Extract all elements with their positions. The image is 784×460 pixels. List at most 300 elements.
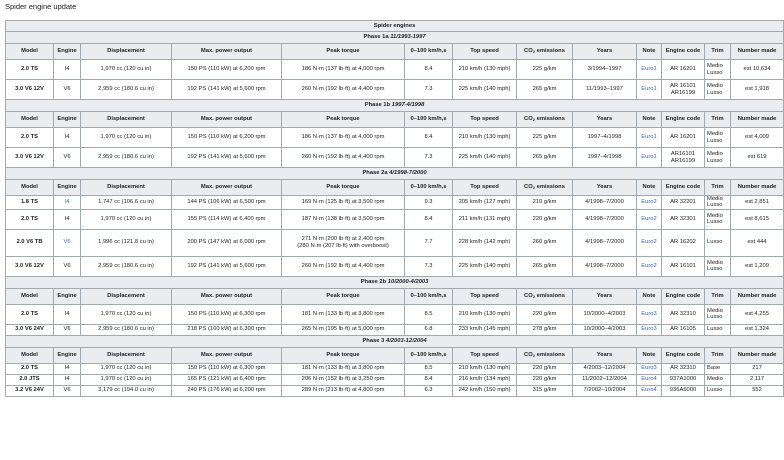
top-speed-cell: 210 km/h (130 mph) [453, 304, 517, 324]
table-row [6, 363, 784, 374]
co2-cell: 265 g/km [517, 80, 573, 100]
note-link[interactable]: Euro1 [641, 86, 657, 93]
column-header-engine: Engine [54, 180, 81, 196]
engine-code: AR 16101 [670, 262, 696, 269]
trim-cell [705, 128, 731, 148]
column-header-engine: Engine [54, 347, 81, 363]
number-made-cell: est 2,851 [731, 196, 784, 210]
column-header-accel: 0–100 km/h,s [405, 112, 453, 128]
accel-cell: 8.4 [405, 209, 453, 229]
table-row [6, 128, 784, 148]
column-header-note: Note [637, 180, 662, 196]
co2-subscript: 2 [532, 49, 535, 55]
number-made-cell: est 10,634 [731, 60, 784, 80]
column-header-years: Years [573, 112, 637, 128]
co2-cell: 210 g/km [517, 196, 573, 210]
phase-header-row [6, 276, 784, 288]
note-link[interactable]: Euro3 [641, 365, 657, 372]
model-name: 1.8 TS [20, 199, 39, 206]
note-link[interactable]: Euro1 [641, 134, 657, 141]
column-header-co2 [517, 44, 573, 60]
engine-code: AR 32310 [670, 310, 696, 317]
trim-cell [705, 196, 731, 210]
engine-code: AR 32201 [670, 199, 696, 206]
torque-line: 271 N·m (200 lb·ft) at 2,400 rpm [301, 236, 385, 243]
trim-cell [705, 363, 731, 374]
trim-level: Medio [707, 83, 723, 90]
engine-type: I4 [64, 365, 70, 372]
co2-prefix: CO [524, 48, 533, 55]
column-header-top-speed: Top speed [453, 288, 517, 304]
years-cell: 4/1998–7/2000 [573, 256, 637, 276]
number-made-cell: est 444 [731, 229, 784, 256]
co2-cell: 315 g/km [517, 385, 573, 396]
column-header-torque: Peak torque [282, 112, 405, 128]
column-header-years: Years [573, 180, 637, 196]
trim-level: Medio [707, 212, 723, 219]
phase-title [6, 335, 784, 347]
trim-level: Medio [707, 151, 723, 158]
note-link[interactable]: Euro4 [641, 376, 657, 383]
torque-cell: 181 N·m (133 lb·ft) at 3,800 rpm [282, 304, 405, 324]
phase-label: Phase 3 [362, 337, 386, 344]
co2-suffix: emissions [534, 116, 565, 123]
years-cell: 7/2002–10/2004 [573, 385, 637, 396]
column-header-note: Note [637, 44, 662, 60]
co2-cell: 220 g/km [517, 363, 573, 374]
model-cell [6, 385, 54, 396]
torque-cell: 260 N·m (192 lb·ft) at 4,400 rpm [282, 256, 405, 276]
model-name: 3.0 V6 24V [15, 326, 44, 333]
note-cell [637, 128, 662, 148]
co2-cell: 220 g/km [517, 209, 573, 229]
engine-code-cell [662, 128, 705, 148]
column-header-model: Model [6, 112, 54, 128]
note-cell [637, 229, 662, 256]
trim-level: Lusso [707, 387, 723, 394]
power-cell: 192 PS (141 kW) at 5,600 rpm [172, 80, 282, 100]
column-header-accel: 0–100 km/h,s [405, 180, 453, 196]
model-cell [6, 80, 54, 100]
model-cell [6, 304, 54, 324]
number-made-cell: est 619 [731, 148, 784, 168]
note-cell [637, 374, 662, 385]
engine-cell [54, 80, 81, 100]
engine-type: I4 [64, 66, 70, 73]
displacement-cell: 1,747 cc (106.6 cu in) [81, 196, 172, 210]
phase-title [6, 32, 784, 44]
note-link[interactable]: Euro3 [641, 310, 657, 317]
column-header-trim: Trim [705, 347, 731, 363]
engine-cell [54, 209, 81, 229]
column-header-displacement: Displacement [81, 288, 172, 304]
co2-prefix: CO [524, 351, 533, 358]
column-header-power: Max. power output [172, 288, 282, 304]
column-header-top-speed: Top speed [453, 347, 517, 363]
table-row [6, 148, 784, 168]
torque-cell: 289 N·m (213 lb·ft) at 4,800 rpm [282, 385, 405, 396]
trim-cell [705, 256, 731, 276]
trim-cell [705, 148, 731, 168]
torque-cell: 260 N·m (192 lb·ft) at 4,400 rpm [282, 80, 405, 100]
engine-code-cell [662, 256, 705, 276]
power-cell: 192 PS (141 kW) at 5,600 rpm [172, 148, 282, 168]
phase-header-row [6, 32, 784, 44]
note-cell [637, 324, 662, 335]
displacement-cell: 2,959 cc (180.6 cu in) [81, 80, 172, 100]
engine-type[interactable]: V6 [63, 239, 71, 246]
note-cell [637, 209, 662, 229]
note-cell [637, 363, 662, 374]
trim-cell [705, 209, 731, 229]
trim-level-alt: Lusso [707, 69, 723, 76]
engine-cell [54, 229, 81, 256]
column-header-model: Model [6, 347, 54, 363]
trim-level: Medio [707, 196, 723, 202]
column-header-model: Model [6, 288, 54, 304]
top-speed-cell: 233 km/h (145 mph) [453, 324, 517, 335]
column-header-power: Max. power output [172, 347, 282, 363]
column-header-co2 [517, 112, 573, 128]
co2-subscript: 2 [532, 352, 535, 358]
accel-cell: 8.4 [405, 374, 453, 385]
co2-subscript: 2 [532, 293, 535, 299]
trim-cell [705, 304, 731, 324]
note-link[interactable]: Euro1 [641, 154, 657, 161]
power-cell: 165 PS (121 kW) at 6,400 rpm [172, 374, 282, 385]
engine-code: AR 16101 [670, 83, 696, 90]
accel-cell: 8.5 [405, 363, 453, 374]
co2-subscript: 2 [532, 117, 535, 123]
note-link[interactable]: Euro2 [641, 215, 657, 222]
accel-cell: 7.3 [405, 80, 453, 100]
table-row [6, 80, 784, 100]
table-row [6, 209, 784, 229]
engine-cell [54, 385, 81, 396]
table-row [6, 385, 784, 396]
torque-cell: 186 N·m (137 lb·ft) at 4,000 rpm [282, 60, 405, 80]
trim-level: Base [707, 365, 721, 372]
displacement-cell: 1,970 cc (120 cu in) [81, 374, 172, 385]
trim-level: Medio [707, 63, 723, 70]
displacement-cell: 2,959 cc (180.6 cu in) [81, 256, 172, 276]
column-header-displacement: Displacement [81, 112, 172, 128]
phase-title [6, 276, 784, 288]
column-header-model: Model [6, 44, 54, 60]
model-name: 2.0 JTS [19, 376, 40, 383]
power-cell: 150 PS (110 kW) at 6,300 rpm [172, 363, 282, 374]
phase-label: Phase 2b [360, 278, 388, 285]
top-speed-cell: 211 km/h (131 mph) [453, 209, 517, 229]
engine-type: V6 [63, 154, 71, 161]
years-cell: 1997–4/1998 [573, 128, 637, 148]
co2-prefix: CO [524, 184, 533, 191]
accel-cell: 8.4 [405, 60, 453, 80]
number-made-cell: est 1,324 [731, 324, 784, 335]
top-speed-cell: 225 km/h (140 mph) [453, 148, 517, 168]
column-header-power: Max. power output [172, 112, 282, 128]
trim-cell [705, 229, 731, 256]
engine-type: I4 [64, 134, 70, 141]
power-cell: 150 PS (110 kW) at 6,200 rpm [172, 128, 282, 148]
column-header-torque: Peak torque [282, 288, 405, 304]
note-cell [637, 304, 662, 324]
model-cell [6, 196, 54, 210]
torque-cell: 187 N·m (138 lb·ft) at 3,500 rpm [282, 209, 405, 229]
column-header-row [6, 288, 784, 304]
engine-code: AR 32310 [670, 365, 696, 372]
accel-cell: 7.3 [405, 256, 453, 276]
column-header-row [6, 112, 784, 128]
note-cell [637, 148, 662, 168]
years-cell: 3/1994–1997 [573, 60, 637, 80]
model-cell [6, 324, 54, 335]
displacement-cell: 1,970 cc (120 cu in) [81, 209, 172, 229]
model-cell [6, 60, 54, 80]
phase-title [6, 168, 784, 180]
phase-label: Phase 1b [364, 102, 392, 109]
engine-code-cell [662, 196, 705, 210]
displacement-cell: 2,959 cc (180.6 cu in) [81, 148, 172, 168]
model-cell [6, 209, 54, 229]
model-name: 2.0 TS [20, 215, 39, 222]
trim-level-alt: Lusso [707, 266, 723, 272]
column-header-engine-code: Engine code [662, 347, 705, 363]
number-made-cell: 552 [731, 385, 784, 396]
engine-code: AR 16202 [670, 239, 696, 246]
engine-code: AR 16201 [670, 134, 696, 141]
engine-code: 937A1000 [669, 376, 697, 383]
column-header-row [6, 44, 784, 60]
number-made-cell: est 4,255 [731, 304, 784, 324]
column-header-note: Note [637, 347, 662, 363]
column-header-trim: Trim [705, 180, 731, 196]
note-link[interactable]: Euro2 [641, 262, 657, 269]
trim-cell [705, 324, 731, 335]
note-link[interactable]: Euro2 [641, 239, 657, 246]
column-header-number: Number made [731, 347, 784, 363]
years-cell: 4/1998–7/2000 [573, 196, 637, 210]
years-cell: 10/2000–4/2003 [573, 324, 637, 335]
trim-cell [705, 60, 731, 80]
note-link[interactable]: Euro4 [641, 387, 657, 394]
trim-level: Lusso [707, 239, 723, 246]
number-made-cell: 2,117 [731, 374, 784, 385]
model-cell [6, 363, 54, 374]
column-header-number: Number made [731, 44, 784, 60]
trim-level-alt: Lusso [707, 202, 723, 209]
torque-cell: 186 N·m (137 lb·ft) at 4,000 rpm [282, 128, 405, 148]
table-row [6, 374, 784, 385]
column-header-engine-code: Engine code [662, 288, 705, 304]
top-speed-cell: 225 km/h (140 mph) [453, 256, 517, 276]
co2-cell: 220 g/km [517, 374, 573, 385]
displacement-cell: 1,970 cc (120 cu in) [81, 363, 172, 374]
phase-date: 10/2000-4/2003 [387, 278, 429, 285]
top-speed-cell: 228 km/h (142 mph) [453, 229, 517, 256]
column-header-torque: Peak torque [282, 44, 405, 60]
model-name: 2.0 TS [20, 365, 39, 372]
column-header-model: Model [6, 180, 54, 196]
trim-level: Medio [707, 376, 723, 383]
table-row [6, 324, 784, 335]
model-cell [6, 374, 54, 385]
engine-code: AR 32301 [670, 215, 696, 222]
torque-cell: 169 N·m (125 lb·ft) at 3,500 rpm [282, 196, 405, 210]
displacement-cell: 1,970 cc (120 cu in) [81, 304, 172, 324]
column-header-engine: Engine [54, 44, 81, 60]
column-header-top-speed: Top speed [453, 44, 517, 60]
table-row [6, 60, 784, 80]
trim-level-alt: Lusso [707, 219, 723, 225]
accel-cell: 8.4 [405, 128, 453, 148]
table-row [6, 304, 784, 324]
engine-type: V6 [63, 262, 71, 269]
engine-code-cell [662, 324, 705, 335]
co2-suffix: emissions [534, 184, 565, 191]
trim-level: Medio [707, 259, 723, 266]
engine-cell [54, 374, 81, 385]
torque-cell: 181 N·m (133 lb·ft) at 3,800 rpm [282, 363, 405, 374]
column-header-engine: Engine [54, 112, 81, 128]
top-speed-cell: 216 km/h (134 mph) [453, 374, 517, 385]
phase-title [6, 100, 784, 112]
displacement-cell: 3,179 cc (194.0 cu in) [81, 385, 172, 396]
displacement-cell: 1,970 cc (120 cu in) [81, 128, 172, 148]
torque-overboost: (280 N·m (207 lb·ft) with overboost) [297, 242, 389, 249]
engine-code-alt: AR16199 [670, 89, 696, 96]
top-speed-cell: 242 km/h (150 mph) [453, 385, 517, 396]
accel-cell: 8.5 [405, 304, 453, 324]
phase-date: 1997-4/1998 [391, 102, 425, 109]
note-cell [637, 80, 662, 100]
phase-date: 11/1993-1997 [390, 34, 426, 41]
years-cell: 4/1998–7/2000 [573, 229, 637, 256]
spider-engines-table [5, 20, 784, 397]
torque-cell [282, 229, 405, 256]
model-name: 3.0 V6 12V [15, 154, 44, 161]
model-cell [6, 229, 54, 256]
column-header-co2 [517, 347, 573, 363]
phase-header-row [6, 168, 784, 180]
engine-cell [54, 60, 81, 80]
column-header-co2 [517, 288, 573, 304]
note-link[interactable]: Euro3 [641, 326, 657, 333]
co2-cell: 265 g/km [517, 256, 573, 276]
model-name: 2.0 TS [20, 134, 39, 141]
column-header-row [6, 347, 784, 363]
note-cell [637, 60, 662, 80]
years-cell: 11/1993–1997 [573, 80, 637, 100]
column-header-number: Number made [731, 180, 784, 196]
number-made-cell: est 1,918 [731, 80, 784, 100]
column-header-accel: 0–100 km/h,s [405, 288, 453, 304]
co2-suffix: emissions [534, 48, 565, 55]
column-header-number: Number made [731, 288, 784, 304]
co2-cell: 278 g/km [517, 324, 573, 335]
column-header-engine: Engine [54, 288, 81, 304]
co2-cell: 220 g/km [517, 304, 573, 324]
column-header-trim: Trim [705, 44, 731, 60]
years-cell: 4/1998–7/2000 [573, 209, 637, 229]
displacement-cell: 2,959 cc (180.6 cu in) [81, 324, 172, 335]
engine-cell [54, 148, 81, 168]
power-cell: 240 PS (176 kW) at 6,200 rpm [172, 385, 282, 396]
trim-cell [705, 385, 731, 396]
model-name: 3.0 V6 12V [15, 86, 44, 93]
power-cell: 218 PS (160 kW) at 6,300 rpm [172, 324, 282, 335]
years-cell: 4/2003–12/2004 [573, 363, 637, 374]
column-header-power: Max. power output [172, 44, 282, 60]
engine-code: 936A6000 [669, 387, 697, 394]
note-link[interactable]: Euro2 [641, 199, 657, 206]
engine-code-cell [662, 229, 705, 256]
note-cell [637, 196, 662, 210]
co2-cell: 260 g/km [517, 229, 573, 256]
table-row [6, 196, 784, 210]
engine-cell [54, 304, 81, 324]
column-header-co2 [517, 180, 573, 196]
accel-cell: 7.3 [405, 148, 453, 168]
co2-suffix: emissions [534, 292, 565, 299]
model-cell [6, 256, 54, 276]
engine-code-cell [662, 363, 705, 374]
torque-cell: 265 N·m (195 lb·ft) at 5,000 rpm [282, 324, 405, 335]
co2-subscript: 2 [532, 185, 535, 191]
accel-cell: 9.3 [405, 196, 453, 210]
co2-cell: 265 g/km [517, 148, 573, 168]
column-header-displacement: Displacement [81, 44, 172, 60]
power-cell: 150 PS (110 kW) at 6,300 rpm [172, 304, 282, 324]
column-header-note: Note [637, 112, 662, 128]
engine-code-alt: AR16199 [670, 157, 696, 164]
column-header-years: Years [573, 288, 637, 304]
engine-cell [54, 363, 81, 374]
accel-cell: 7.7 [405, 229, 453, 256]
note-link[interactable]: Euro1 [641, 66, 657, 73]
engine-type: I4 [64, 376, 70, 383]
accel-cell: 6.3 [405, 385, 453, 396]
column-header-engine-code: Engine code [662, 112, 705, 128]
model-name: 2.0 V6 TB [16, 239, 43, 246]
engine-type: I4 [64, 215, 70, 222]
power-cell: 144 PS (106 kW) at 6,500 rpm [172, 196, 282, 210]
phase-header-row [6, 335, 784, 347]
engine-code: AR 16201 [670, 66, 696, 73]
engine-cell [54, 256, 81, 276]
top-speed-cell: 205 km/h (127 mph) [453, 196, 517, 210]
engine-code: AR16101 [670, 151, 696, 158]
model-name: 3.0 V6 12V [15, 262, 44, 269]
column-header-power: Max. power output [172, 180, 282, 196]
column-header-torque: Peak torque [282, 180, 405, 196]
years-cell: 10/2000–4/2003 [573, 304, 637, 324]
torque-cell: 260 N·m (192 lb·ft) at 4,400 rpm [282, 148, 405, 168]
number-made-cell: est 4,009 [731, 128, 784, 148]
trim-level-alt: Lusso [707, 137, 723, 144]
phase-date: 4/2003-12/2004 [385, 337, 427, 344]
power-cell: 155 PS (114 kW) at 6,400 rpm [172, 209, 282, 229]
phase-label: Phase 1a [363, 34, 391, 41]
engine-type: V6 [63, 326, 71, 333]
column-header-number: Number made [731, 112, 784, 128]
column-header-displacement: Displacement [81, 180, 172, 196]
engine-type[interactable]: I4 [64, 199, 70, 206]
number-made-cell: est 8,615 [731, 209, 784, 229]
power-cell: 200 PS (147 kW) at 6,000 rpm [172, 229, 282, 256]
model-cell [6, 148, 54, 168]
displacement-cell: 1,996 cc (121.8 cu in) [81, 229, 172, 256]
